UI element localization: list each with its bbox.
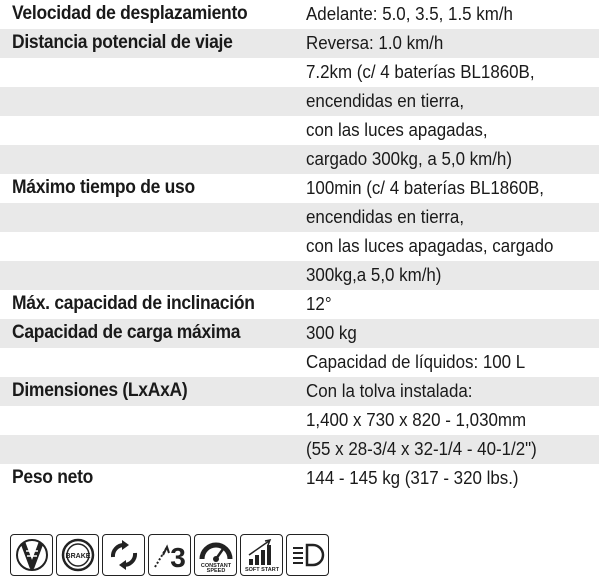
spec-row <box>0 464 599 493</box>
feature-icons <box>10 534 329 576</box>
spec-value: cargado 300kg, a 5,0 km/h) <box>306 149 512 169</box>
spec-value: 7.2km (c/ 4 baterías BL1860B, <box>306 62 535 82</box>
forward-reverse-icon <box>102 534 145 576</box>
led-light-icon <box>286 534 329 576</box>
three-speed-icon <box>148 534 191 576</box>
soft-start-icon <box>240 534 283 576</box>
spec-row <box>0 203 599 232</box>
constant-speed-icon <box>194 534 237 576</box>
spec-label: Velocidad de desplazamiento <box>12 3 248 24</box>
spec-value: Adelante: 5.0, 3.5, 1.5 km/h <box>306 4 513 24</box>
spec-label: Dimensiones (LxAxA) <box>12 380 188 401</box>
spec-value: 144 - 145 kg (317 - 320 lbs.) <box>306 468 519 488</box>
spec-row <box>0 435 599 464</box>
spec-row <box>0 174 599 203</box>
spec-value: encendidas en tierra, <box>306 207 465 227</box>
spec-value: 300 kg <box>306 323 357 343</box>
spec-value: Con la tolva instalada: <box>306 381 473 401</box>
spec-row <box>0 377 599 406</box>
spec-value: Capacidad de líquidos: 100 L <box>306 352 526 372</box>
shock-absorber-icon <box>10 534 53 576</box>
spec-label: Máx. capacidad de inclinación <box>12 293 255 314</box>
spec-value: con las luces apagadas, cargado <box>306 236 554 256</box>
spec-value: 300kg,a 5,0 km/h) <box>306 265 442 285</box>
brake-label: BRAKE <box>65 553 90 560</box>
spec-label: Máximo tiempo de uso <box>12 177 195 198</box>
spec-value: 1,400 x 730 x 820 - 1,030mm <box>306 410 527 430</box>
spec-row <box>0 348 599 377</box>
spec-row <box>0 58 599 87</box>
spec-label: Capacidad de carga máxima <box>12 322 241 343</box>
spec-row <box>0 145 599 174</box>
spec-row <box>0 261 599 290</box>
spec-value: con las luces apagadas, <box>306 120 488 140</box>
spec-value: Reversa: 1.0 km/h <box>306 33 444 53</box>
spec-row <box>0 406 599 435</box>
spec-label: Peso neto <box>12 467 94 488</box>
spec-label: Distancia potencial de viaje <box>12 32 233 53</box>
spec-row <box>0 0 599 29</box>
spec-value: 12° <box>306 294 332 314</box>
spec-row <box>0 319 599 348</box>
constant-label: CONSTANT <box>200 563 231 569</box>
brake-icon <box>56 534 99 576</box>
spec-row <box>0 290 599 319</box>
spec-row <box>0 232 599 261</box>
speed-label: SPEED <box>206 568 225 573</box>
spec-row <box>0 87 599 116</box>
soft-start-label: SOFT START <box>244 567 279 573</box>
three-label: 3 <box>169 542 186 573</box>
spec-value: encendidas en tierra, <box>306 91 465 111</box>
spec-row <box>0 116 599 145</box>
spec-row <box>0 29 599 58</box>
spec-value: 100min (c/ 4 baterías BL1860B, <box>306 178 544 198</box>
spec-value: (55 x 28-3/4 x 32-1/4 - 40-1/2") <box>306 439 537 459</box>
